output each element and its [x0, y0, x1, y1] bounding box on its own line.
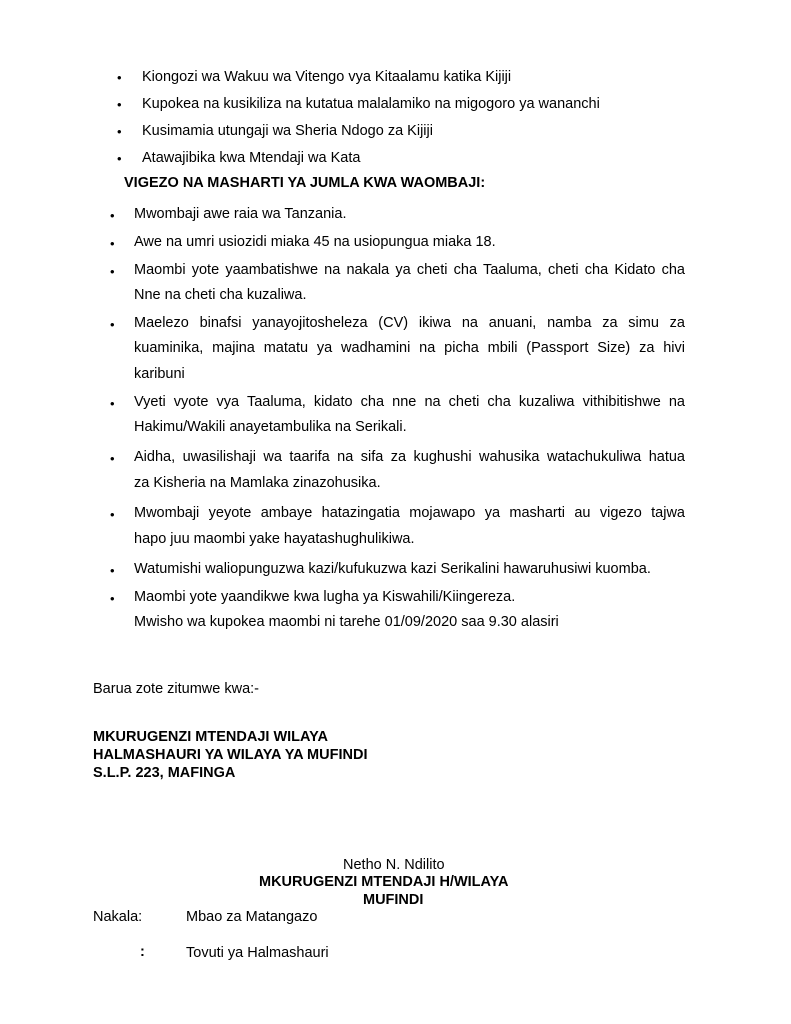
duty-item-4: Atawajibika kwa Mtendaji wa Kata: [142, 150, 361, 166]
condition-line: hapo juu maombi yake hayatashughulikiwa.: [134, 531, 415, 547]
bullet: •: [110, 451, 115, 466]
condition-line: Mwombaji awe raia wa Tanzania.: [134, 206, 347, 222]
address-line: S.L.P. 223, MAFINGA: [93, 765, 236, 781]
condition-line: Watumishi waliopunguzwa kazi/kufukuzwa kazi Serikalini hawaruhusiwi kuomba.: [134, 561, 651, 577]
condition-line: za Kisheria na Mamlaka zinazohusika.: [134, 475, 381, 491]
bullet: •: [117, 97, 122, 112]
duty-item-2: Kupokea na kusikiliza na kutatua malalamiko na migogoro ya wananchi: [142, 96, 600, 112]
condition-line: Maombi yote yaandikwe kwa lugha ya Kiswahili/Kiingereza.: [134, 589, 516, 605]
address-line: HALMASHAURI YA WILAYA YA MUFINDI: [93, 747, 368, 763]
copies-colon: :: [140, 944, 145, 960]
bullet: •: [110, 236, 115, 251]
letters-to: Barua zote zitumwe kwa:-: [93, 681, 260, 697]
bullet: •: [110, 264, 115, 279]
signatory-name: Netho N. Ndilito: [343, 857, 445, 873]
address-line: MKURUGENZI MTENDAJI WILAYA: [93, 729, 328, 745]
bullet: •: [110, 591, 115, 606]
bullet: •: [110, 317, 115, 332]
bullet: •: [117, 151, 122, 166]
condition-line: Nne na cheti cha kuzaliwa.: [134, 287, 307, 303]
condition-line: Aidha, uwasilishaji wa taarifa na sifa za kughushi wahusika watachukuliwa hatua: [134, 449, 685, 465]
condition-line: Awe na umri usiozidi miaka 45 na usiopungua miaka 18.: [134, 234, 496, 250]
condition-line: Maombi yote yaambatishwe na nakala ya cheti cha Taaluma, cheti cha Kidato cha: [134, 262, 685, 278]
condition-line: Mwombaji yeyote ambaye hatazingatia mojawapo ya masharti au vigezo tajwa: [134, 505, 685, 521]
condition-line: karibuni: [134, 366, 185, 382]
condition-line: Vyeti vyote vya Taaluma, kidato cha nne na cheti cha kuzaliwa vithibitishwe na: [134, 394, 685, 410]
duty-item-1: Kiongozi wa Wakuu wa Vitengo vya Kitaalamu katika Kijiji: [142, 69, 512, 85]
condition-line: kuaminika, majina matatu ya wadhamini na picha mbili (Passport Size) za hivi: [134, 340, 685, 356]
bullet: •: [110, 396, 115, 411]
condition-line: Hakimu/Wakili anayetambulika na Serikali.: [134, 419, 407, 435]
bullet: •: [117, 70, 122, 85]
deadline-line: Mwisho wa kupokea maombi ni tarehe 01/09/2020 saa 9.30 alasiri: [134, 614, 559, 630]
bullet: •: [117, 124, 122, 139]
copy-recipient-2: Tovuti ya Halmashauri: [186, 945, 329, 961]
copy-recipient-1: Mbao za Matangazo: [186, 909, 318, 925]
condition-line: Maelezo binafsi yanayojitosheleza (CV) ikiwa na anuani, namba za simu za: [134, 315, 685, 331]
bullet: •: [110, 507, 115, 522]
bullet: •: [110, 563, 115, 578]
conditions-heading: VIGEZO NA MASHARTI YA JUMLA KWA WAOMBAJI:: [124, 175, 486, 191]
bullet: •: [110, 208, 115, 223]
duty-item-3: Kusimamia utungaji wa Sheria Ndogo za Kijiji: [142, 123, 433, 139]
signatory-title: MKURUGENZI MTENDAJI H/WILAYA: [259, 874, 509, 890]
copies-label: Nakala:: [93, 909, 143, 925]
signatory-place: MUFINDI: [363, 892, 424, 908]
